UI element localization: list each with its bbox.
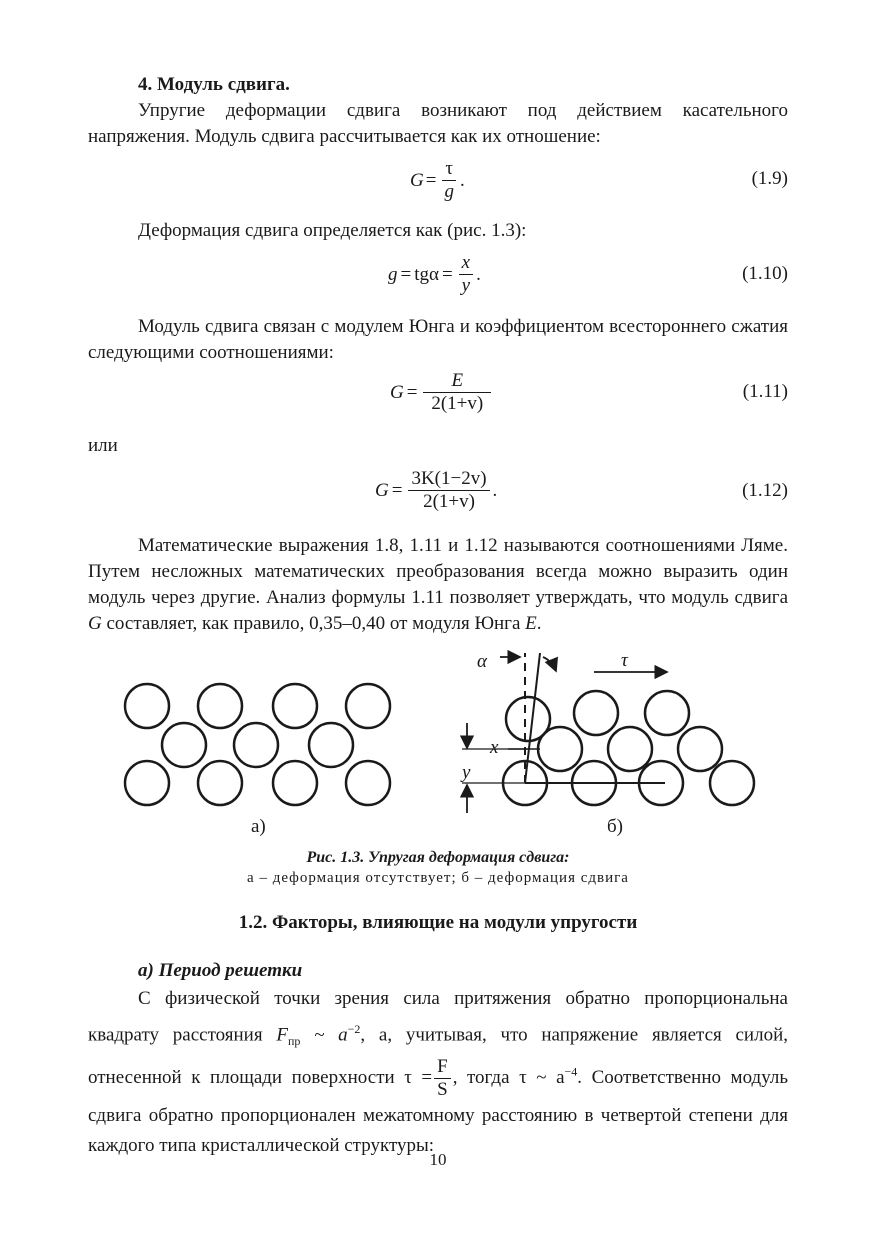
intro-paragraph: Упругие деформации сдвига возникают под действием касательного напряжения. Модуль сдвига рассчитывается как их отношение: <box>88 100 788 147</box>
tau-equals: τ = <box>404 1066 433 1088</box>
period-text: . Соответственно модуль сдвига обратно пропорционален межатомному расстоянию в четвертой степени для каждого типа кристаллической структуры: <box>88 1066 789 1157</box>
atom <box>198 684 242 728</box>
period-text: , тогда <box>452 1066 520 1088</box>
alpha-arc <box>543 657 556 671</box>
atom <box>125 684 169 728</box>
symbol-E: E <box>525 613 537 634</box>
atom <box>162 723 206 767</box>
atom <box>608 727 652 771</box>
period-text: , а, учитывая, что напряжение является силой, отнесенной к площади поверхности <box>88 1024 789 1088</box>
eq-fraction <box>459 252 473 297</box>
eq-equals: = <box>441 263 453 285</box>
subsection-title: 1.2. Факторы, влияющие на модули упругости <box>238 912 638 933</box>
atom <box>198 761 242 805</box>
subscript-pr: пр <box>287 1034 301 1049</box>
exponent: −4 <box>564 1064 578 1079</box>
page-number: 10 <box>429 1150 447 1169</box>
eq-lhs: g <box>388 263 398 285</box>
equation-number: (1.12) <box>742 480 788 501</box>
eq-numerator: τ <box>442 158 456 181</box>
atom <box>273 761 317 805</box>
y-label: y <box>462 762 471 783</box>
frac-denominator: S <box>437 1079 448 1101</box>
tau-label: τ <box>621 650 628 671</box>
figure-caption-sub: а – деформация отсутствует; б – деформация сдвига <box>247 870 629 886</box>
fraction-F-S <box>434 1056 451 1101</box>
eq-equals: = <box>391 479 403 501</box>
equation-number: (1.11) <box>742 381 788 402</box>
figure-caption-title: Рис. 1.3. Упругая деформация сдвига: <box>306 849 570 866</box>
eq-dot: . <box>492 479 498 501</box>
figure-label-b: б) <box>607 816 623 837</box>
lame-paragraph <box>88 533 788 637</box>
atom <box>234 723 278 767</box>
figure-label-a: а) <box>251 816 266 837</box>
tilde-a: ~ a <box>300 1024 348 1046</box>
eq-fraction <box>408 468 489 513</box>
eq-tg: tgα <box>414 263 439 285</box>
eq-numerator: E <box>423 370 491 393</box>
equation-number: (1.9) <box>751 168 788 189</box>
eq-equals: = <box>406 381 418 403</box>
alpha-label: α <box>477 651 487 672</box>
eq-denominator: y <box>461 275 471 296</box>
symbol-F: F <box>276 1024 288 1046</box>
eq-numerator: x <box>459 252 473 275</box>
atom <box>645 691 689 735</box>
atom <box>678 727 722 771</box>
atom <box>574 691 618 735</box>
deformation-paragraph: Деформация сдвига определяется как (рис. 1.3): <box>138 220 527 241</box>
eq-dot: . <box>459 169 465 191</box>
eq-fraction <box>423 370 491 415</box>
lame-text: . <box>536 613 542 634</box>
period-text: С физической точки зрения сила притяжения обратно пропорциональна квадрату расстояния <box>88 988 788 1046</box>
lattice-undeformed <box>125 684 390 805</box>
atom <box>125 761 169 805</box>
or-text: или <box>88 435 118 456</box>
eq-numerator: 3K(1−2v) <box>408 468 489 491</box>
lame-text: Математические выражения 1.8, 1.11 и 1.12 называются соотношениями Ляме. Путем несложных математических преобразования всегда можно выразить один модуль через другие. Анализ формулы 1.11 позволяет утверждать, что модуль сдвига <box>88 535 788 608</box>
eq-denominator: 2(1+v) <box>431 393 484 414</box>
period-paragraph <box>88 984 788 1161</box>
eq-dot: . <box>476 263 481 285</box>
eq-lhs: G <box>390 381 404 403</box>
relation-paragraph: Модуль сдвига связан с модулем Юнга и коэффициентом всестороннего сжатия следующими соотношениями: <box>88 316 788 363</box>
equation-1-12 <box>375 468 497 513</box>
eq-equals: = <box>425 169 437 191</box>
eq-denominator: 2(1+v) <box>423 491 475 512</box>
shear-figure <box>0 645 875 845</box>
equation-1-11 <box>390 370 494 415</box>
subheading-period: а) Период решетки <box>138 960 303 981</box>
frac-numerator: F <box>434 1056 451 1079</box>
eq-equals: = <box>400 263 412 285</box>
eq-lhs: G <box>375 479 389 501</box>
atom <box>538 727 582 771</box>
atom <box>346 761 390 805</box>
section-title: 4. Модуль сдвига. <box>138 74 290 95</box>
eq-lhs: G <box>410 169 424 191</box>
symbol-G: G <box>88 613 102 634</box>
exponent: −2 <box>347 1022 361 1036</box>
lattice-deformed <box>503 691 754 805</box>
eq-denominator: g <box>444 181 454 202</box>
equation-number: (1.10) <box>742 263 788 284</box>
atom <box>273 684 317 728</box>
atom <box>710 761 754 805</box>
atom <box>309 723 353 767</box>
x-label: x <box>490 737 499 758</box>
atom <box>346 684 390 728</box>
shear-construction-lines <box>462 653 667 813</box>
equation-1-10 <box>388 252 481 297</box>
tau-tilde-a: τ ~ a <box>519 1066 565 1088</box>
eq-fraction <box>441 158 457 203</box>
lame-text: составляет, как правило, 0,35–0,40 от модуля Юнга <box>101 613 526 634</box>
equation-1-9 <box>410 158 465 203</box>
